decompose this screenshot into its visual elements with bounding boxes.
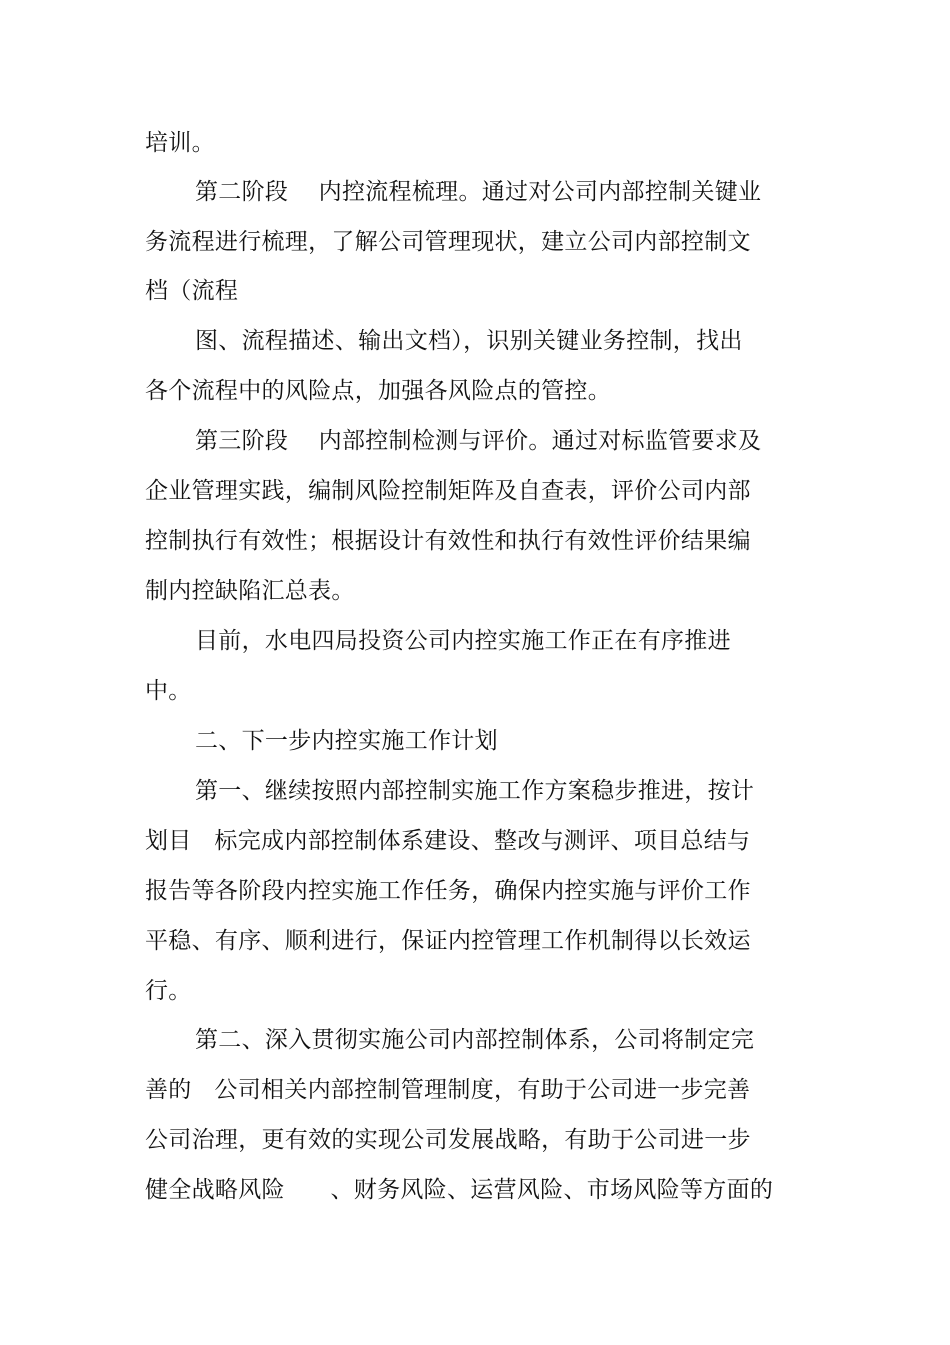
text-line: 务流程进行梳理，了解公司管理现状，建立公司内部控制文 xyxy=(145,229,751,255)
text-line: 控制执行有效性；根据设计有效性和执行有效性评价结果编 xyxy=(145,528,751,554)
text-line: 健全战略风险 、财务风险、运营风险、市场风险等方面的 xyxy=(145,1177,774,1203)
text-line: 企业管理实践，编制风险控制矩阵及自查表，评价公司内部 xyxy=(145,478,751,504)
text-line: 划目 标完成内部控制体系建设、整改与测评、项目总结与 xyxy=(145,828,751,854)
paragraph-current-status: 目前，水电四局投资公司内控实施工作正在有序推进 xyxy=(195,628,731,654)
text-line: 公司治理，更有效的实现公司发展战略，有助于公司进一步 xyxy=(145,1127,751,1153)
paragraph-stage-three: 第三阶段 内部控制检测与评价。通过对标监管要求及 xyxy=(195,428,762,454)
text-line: 图、流程描述、输出文档），识别关键业务控制，找出 xyxy=(195,328,743,354)
paragraph-plan-one: 第一、继续按照内部控制实施工作方案稳步推进，按计 xyxy=(195,778,755,804)
text-line: 善的 公司相关内部控制管理制度，有助于公司进一步完善 xyxy=(145,1077,751,1103)
text-line: 平稳、有序、顺利进行，保证内控管理工作机制得以长效运 xyxy=(145,928,751,954)
text-line: 培训。 xyxy=(145,130,215,156)
text-line: 行。 xyxy=(145,978,192,1004)
text-line: 报告等各阶段内控实施工作任务，确保内控实施与评价工作 xyxy=(145,878,751,904)
text-line: 制内控缺陷汇总表。 xyxy=(145,578,355,604)
text-line: 中。 xyxy=(145,678,192,704)
text-line: 各个流程中的风险点，加强各风险点的管控。 xyxy=(145,378,611,404)
section-heading: 二、下一步内控实施工作计划 xyxy=(195,728,498,754)
text-line: 档（流程 xyxy=(145,278,239,304)
paragraph-plan-two: 第二、深入贯彻实施公司内部控制体系，公司将制定完 xyxy=(195,1027,755,1053)
paragraph-stage-two: 第二阶段 内控流程梳理。通过对公司内部控制关键业 xyxy=(195,179,762,205)
